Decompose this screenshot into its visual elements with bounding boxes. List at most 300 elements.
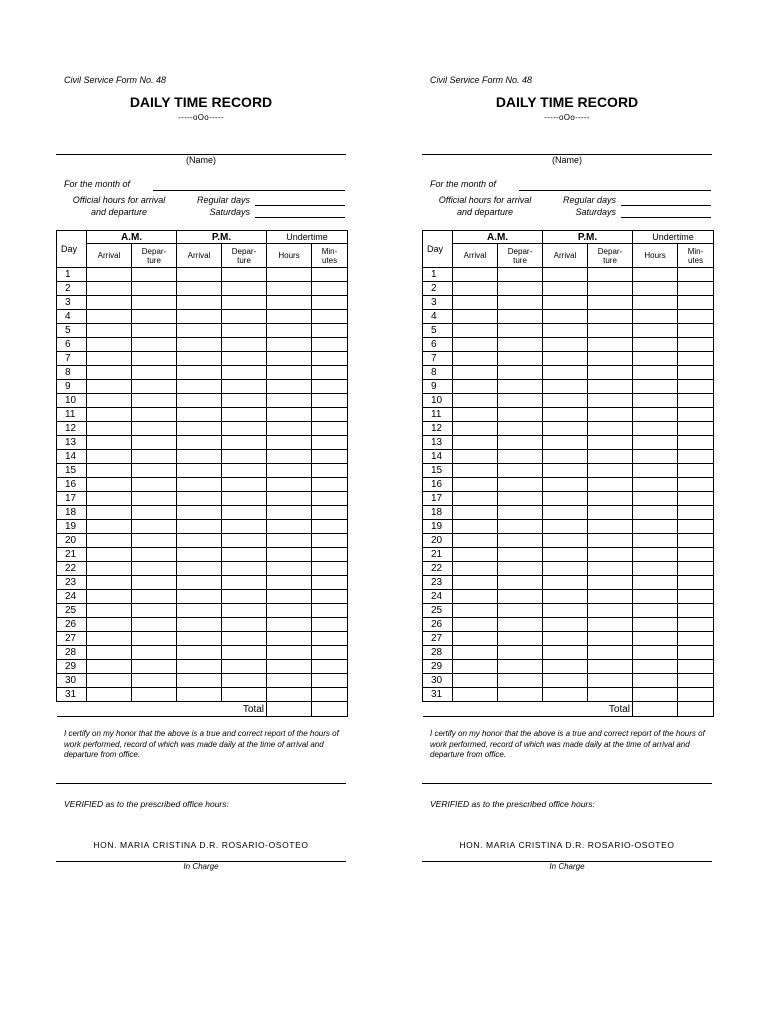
pm-arrival-cell[interactable] — [177, 324, 222, 338]
undertime-hours-cell[interactable] — [267, 646, 312, 660]
am-arrival-cell[interactable] — [87, 590, 132, 604]
pm-arrival-cell[interactable] — [177, 352, 222, 366]
am-arrival-cell[interactable] — [453, 464, 498, 478]
pm-departure-cell[interactable] — [588, 660, 633, 674]
pm-arrival-cell[interactable] — [543, 422, 588, 436]
undertime-minutes-cell[interactable] — [678, 338, 714, 352]
undertime-minutes-cell[interactable] — [678, 688, 714, 702]
pm-departure-cell[interactable] — [588, 590, 633, 604]
pm-departure-cell[interactable] — [588, 674, 633, 688]
undertime-minutes-cell[interactable] — [312, 604, 348, 618]
am-arrival-cell[interactable] — [453, 576, 498, 590]
undertime-minutes-cell[interactable] — [312, 464, 348, 478]
pm-departure-cell[interactable] — [222, 380, 267, 394]
total-hours-cell[interactable] — [267, 702, 312, 717]
pm-departure-cell[interactable] — [588, 646, 633, 660]
am-arrival-cell[interactable] — [453, 674, 498, 688]
pm-departure-cell[interactable] — [588, 506, 633, 520]
pm-departure-cell[interactable] — [222, 506, 267, 520]
pm-departure-cell[interactable] — [222, 604, 267, 618]
pm-arrival-cell[interactable] — [543, 464, 588, 478]
saturdays-field[interactable] — [255, 217, 345, 218]
undertime-minutes-cell[interactable] — [312, 478, 348, 492]
am-arrival-cell[interactable] — [87, 450, 132, 464]
pm-departure-cell[interactable] — [222, 674, 267, 688]
am-arrival-cell[interactable] — [87, 296, 132, 310]
am-departure-cell[interactable] — [132, 506, 177, 520]
pm-departure-cell[interactable] — [222, 492, 267, 506]
pm-arrival-cell[interactable] — [177, 436, 222, 450]
am-arrival-cell[interactable] — [453, 534, 498, 548]
pm-arrival-cell[interactable] — [177, 590, 222, 604]
pm-arrival-cell[interactable] — [543, 534, 588, 548]
am-departure-cell[interactable] — [132, 268, 177, 282]
pm-departure-cell[interactable] — [222, 394, 267, 408]
am-arrival-cell[interactable] — [453, 520, 498, 534]
pm-arrival-cell[interactable] — [177, 268, 222, 282]
undertime-minutes-cell[interactable] — [678, 282, 714, 296]
am-departure-cell[interactable] — [498, 282, 543, 296]
undertime-hours-cell[interactable] — [633, 422, 678, 436]
am-departure-cell[interactable] — [498, 310, 543, 324]
undertime-hours-cell[interactable] — [633, 282, 678, 296]
undertime-hours-cell[interactable] — [267, 282, 312, 296]
am-departure-cell[interactable] — [498, 296, 543, 310]
undertime-hours-cell[interactable] — [267, 422, 312, 436]
am-departure-cell[interactable] — [132, 604, 177, 618]
am-arrival-cell[interactable] — [87, 352, 132, 366]
pm-departure-cell[interactable] — [222, 632, 267, 646]
pm-arrival-cell[interactable] — [177, 408, 222, 422]
am-departure-cell[interactable] — [498, 422, 543, 436]
undertime-minutes-cell[interactable] — [312, 618, 348, 632]
pm-departure-cell[interactable] — [222, 646, 267, 660]
am-departure-cell[interactable] — [132, 618, 177, 632]
undertime-hours-cell[interactable] — [267, 548, 312, 562]
am-arrival-cell[interactable] — [87, 548, 132, 562]
pm-departure-cell[interactable] — [222, 422, 267, 436]
am-arrival-cell[interactable] — [87, 394, 132, 408]
am-departure-cell[interactable] — [498, 688, 543, 702]
pm-departure-cell[interactable] — [588, 464, 633, 478]
undertime-minutes-cell[interactable] — [678, 492, 714, 506]
pm-departure-cell[interactable] — [222, 576, 267, 590]
undertime-minutes-cell[interactable] — [678, 296, 714, 310]
pm-departure-cell[interactable] — [588, 352, 633, 366]
am-departure-cell[interactable] — [498, 604, 543, 618]
am-arrival-cell[interactable] — [453, 618, 498, 632]
pm-departure-cell[interactable] — [222, 282, 267, 296]
am-departure-cell[interactable] — [132, 632, 177, 646]
undertime-hours-cell[interactable] — [267, 380, 312, 394]
undertime-minutes-cell[interactable] — [312, 268, 348, 282]
pm-departure-cell[interactable] — [222, 296, 267, 310]
pm-departure-cell[interactable] — [222, 338, 267, 352]
undertime-hours-cell[interactable] — [633, 492, 678, 506]
am-arrival-cell[interactable] — [453, 562, 498, 576]
undertime-minutes-cell[interactable] — [678, 534, 714, 548]
am-arrival-cell[interactable] — [453, 548, 498, 562]
am-departure-cell[interactable] — [132, 674, 177, 688]
pm-arrival-cell[interactable] — [177, 506, 222, 520]
undertime-minutes-cell[interactable] — [678, 450, 714, 464]
undertime-hours-cell[interactable] — [267, 436, 312, 450]
am-arrival-cell[interactable] — [453, 408, 498, 422]
undertime-hours-cell[interactable] — [633, 380, 678, 394]
pm-arrival-cell[interactable] — [177, 604, 222, 618]
pm-arrival-cell[interactable] — [177, 464, 222, 478]
undertime-minutes-cell[interactable] — [678, 422, 714, 436]
undertime-hours-cell[interactable] — [633, 534, 678, 548]
undertime-hours-cell[interactable] — [267, 660, 312, 674]
undertime-minutes-cell[interactable] — [678, 562, 714, 576]
am-departure-cell[interactable] — [132, 408, 177, 422]
pm-arrival-cell[interactable] — [543, 268, 588, 282]
pm-departure-cell[interactable] — [222, 688, 267, 702]
undertime-minutes-cell[interactable] — [678, 478, 714, 492]
undertime-hours-cell[interactable] — [267, 464, 312, 478]
pm-arrival-cell[interactable] — [543, 618, 588, 632]
undertime-minutes-cell[interactable] — [678, 352, 714, 366]
am-departure-cell[interactable] — [498, 632, 543, 646]
pm-departure-cell[interactable] — [222, 268, 267, 282]
pm-arrival-cell[interactable] — [177, 548, 222, 562]
undertime-hours-cell[interactable] — [267, 324, 312, 338]
undertime-hours-cell[interactable] — [633, 506, 678, 520]
pm-arrival-cell[interactable] — [543, 380, 588, 394]
am-arrival-cell[interactable] — [453, 436, 498, 450]
undertime-hours-cell[interactable] — [633, 520, 678, 534]
undertime-minutes-cell[interactable] — [312, 366, 348, 380]
am-arrival-cell[interactable] — [453, 492, 498, 506]
undertime-hours-cell[interactable] — [633, 338, 678, 352]
pm-arrival-cell[interactable] — [177, 562, 222, 576]
undertime-minutes-cell[interactable] — [678, 324, 714, 338]
pm-arrival-cell[interactable] — [177, 660, 222, 674]
pm-departure-cell[interactable] — [588, 520, 633, 534]
am-arrival-cell[interactable] — [87, 660, 132, 674]
undertime-hours-cell[interactable] — [267, 492, 312, 506]
pm-departure-cell[interactable] — [588, 632, 633, 646]
pm-departure-cell[interactable] — [588, 380, 633, 394]
total-minutes-cell[interactable] — [678, 702, 714, 717]
am-arrival-cell[interactable] — [87, 646, 132, 660]
pm-departure-cell[interactable] — [588, 688, 633, 702]
undertime-minutes-cell[interactable] — [678, 464, 714, 478]
undertime-minutes-cell[interactable] — [678, 394, 714, 408]
pm-departure-cell[interactable] — [588, 618, 633, 632]
pm-arrival-cell[interactable] — [543, 478, 588, 492]
pm-arrival-cell[interactable] — [543, 520, 588, 534]
am-arrival-cell[interactable] — [87, 604, 132, 618]
pm-arrival-cell[interactable] — [177, 478, 222, 492]
undertime-minutes-cell[interactable] — [312, 646, 348, 660]
pm-departure-cell[interactable] — [222, 450, 267, 464]
undertime-minutes-cell[interactable] — [312, 660, 348, 674]
pm-departure-cell[interactable] — [588, 394, 633, 408]
undertime-minutes-cell[interactable] — [312, 352, 348, 366]
pm-arrival-cell[interactable] — [543, 282, 588, 296]
am-arrival-cell[interactable] — [87, 408, 132, 422]
pm-departure-cell[interactable] — [222, 548, 267, 562]
pm-arrival-cell[interactable] — [177, 310, 222, 324]
undertime-minutes-cell[interactable] — [312, 548, 348, 562]
am-departure-cell[interactable] — [132, 450, 177, 464]
am-departure-cell[interactable] — [132, 590, 177, 604]
am-departure-cell[interactable] — [498, 450, 543, 464]
pm-arrival-cell[interactable] — [177, 422, 222, 436]
undertime-hours-cell[interactable] — [633, 310, 678, 324]
undertime-minutes-cell[interactable] — [678, 366, 714, 380]
undertime-hours-cell[interactable] — [633, 562, 678, 576]
pm-departure-cell[interactable] — [588, 366, 633, 380]
undertime-hours-cell[interactable] — [633, 296, 678, 310]
pm-arrival-cell[interactable] — [543, 646, 588, 660]
am-departure-cell[interactable] — [498, 324, 543, 338]
pm-departure-cell[interactable] — [222, 534, 267, 548]
am-departure-cell[interactable] — [132, 394, 177, 408]
am-departure-cell[interactable] — [132, 646, 177, 660]
total-minutes-cell[interactable] — [312, 702, 348, 717]
undertime-minutes-cell[interactable] — [312, 296, 348, 310]
pm-departure-cell[interactable] — [222, 408, 267, 422]
undertime-minutes-cell[interactable] — [312, 450, 348, 464]
pm-arrival-cell[interactable] — [177, 394, 222, 408]
pm-departure-cell[interactable] — [588, 422, 633, 436]
am-arrival-cell[interactable] — [453, 296, 498, 310]
undertime-minutes-cell[interactable] — [312, 534, 348, 548]
am-arrival-cell[interactable] — [453, 506, 498, 520]
am-arrival-cell[interactable] — [87, 520, 132, 534]
am-arrival-cell[interactable] — [87, 632, 132, 646]
pm-departure-cell[interactable] — [588, 478, 633, 492]
month-field[interactable] — [519, 190, 711, 191]
am-arrival-cell[interactable] — [87, 688, 132, 702]
undertime-minutes-cell[interactable] — [678, 576, 714, 590]
undertime-hours-cell[interactable] — [267, 338, 312, 352]
pm-arrival-cell[interactable] — [543, 436, 588, 450]
am-arrival-cell[interactable] — [453, 450, 498, 464]
pm-arrival-cell[interactable] — [543, 296, 588, 310]
undertime-minutes-cell[interactable] — [678, 380, 714, 394]
am-departure-cell[interactable] — [132, 366, 177, 380]
am-arrival-cell[interactable] — [87, 436, 132, 450]
pm-departure-cell[interactable] — [588, 436, 633, 450]
am-departure-cell[interactable] — [132, 310, 177, 324]
am-departure-cell[interactable] — [132, 296, 177, 310]
undertime-hours-cell[interactable] — [633, 366, 678, 380]
undertime-minutes-cell[interactable] — [678, 520, 714, 534]
am-departure-cell[interactable] — [498, 590, 543, 604]
am-departure-cell[interactable] — [132, 436, 177, 450]
pm-departure-cell[interactable] — [222, 310, 267, 324]
pm-arrival-cell[interactable] — [543, 548, 588, 562]
pm-departure-cell[interactable] — [222, 618, 267, 632]
pm-departure-cell[interactable] — [222, 590, 267, 604]
pm-arrival-cell[interactable] — [543, 408, 588, 422]
undertime-hours-cell[interactable] — [267, 408, 312, 422]
pm-departure-cell[interactable] — [588, 324, 633, 338]
pm-departure-cell[interactable] — [588, 310, 633, 324]
undertime-hours-cell[interactable] — [633, 646, 678, 660]
undertime-minutes-cell[interactable] — [678, 408, 714, 422]
am-arrival-cell[interactable] — [87, 310, 132, 324]
am-arrival-cell[interactable] — [87, 422, 132, 436]
am-departure-cell[interactable] — [498, 506, 543, 520]
pm-departure-cell[interactable] — [588, 576, 633, 590]
undertime-minutes-cell[interactable] — [678, 590, 714, 604]
am-departure-cell[interactable] — [498, 464, 543, 478]
pm-departure-cell[interactable] — [588, 548, 633, 562]
am-departure-cell[interactable] — [498, 660, 543, 674]
am-arrival-cell[interactable] — [87, 618, 132, 632]
undertime-hours-cell[interactable] — [267, 268, 312, 282]
pm-departure-cell[interactable] — [588, 604, 633, 618]
pm-departure-cell[interactable] — [222, 436, 267, 450]
am-arrival-cell[interactable] — [87, 268, 132, 282]
am-departure-cell[interactable] — [132, 422, 177, 436]
employee-signature-line[interactable] — [56, 783, 346, 784]
pm-arrival-cell[interactable] — [177, 380, 222, 394]
pm-arrival-cell[interactable] — [543, 590, 588, 604]
undertime-minutes-cell[interactable] — [678, 436, 714, 450]
am-arrival-cell[interactable] — [453, 688, 498, 702]
am-departure-cell[interactable] — [132, 660, 177, 674]
am-arrival-cell[interactable] — [87, 562, 132, 576]
pm-arrival-cell[interactable] — [177, 646, 222, 660]
undertime-minutes-cell[interactable] — [312, 688, 348, 702]
pm-arrival-cell[interactable] — [543, 492, 588, 506]
undertime-minutes-cell[interactable] — [312, 282, 348, 296]
pm-departure-cell[interactable] — [222, 366, 267, 380]
undertime-minutes-cell[interactable] — [678, 618, 714, 632]
am-arrival-cell[interactable] — [453, 632, 498, 646]
pm-departure-cell[interactable] — [588, 450, 633, 464]
pm-departure-cell[interactable] — [222, 660, 267, 674]
undertime-hours-cell[interactable] — [267, 576, 312, 590]
pm-arrival-cell[interactable] — [177, 450, 222, 464]
pm-arrival-cell[interactable] — [177, 338, 222, 352]
am-departure-cell[interactable] — [132, 282, 177, 296]
undertime-hours-cell[interactable] — [633, 436, 678, 450]
am-departure-cell[interactable] — [132, 576, 177, 590]
undertime-minutes-cell[interactable] — [678, 604, 714, 618]
am-departure-cell[interactable] — [498, 380, 543, 394]
am-arrival-cell[interactable] — [453, 604, 498, 618]
am-departure-cell[interactable] — [132, 548, 177, 562]
am-departure-cell[interactable] — [132, 562, 177, 576]
undertime-minutes-cell[interactable] — [678, 632, 714, 646]
am-arrival-cell[interactable] — [453, 590, 498, 604]
pm-arrival-cell[interactable] — [543, 338, 588, 352]
pm-arrival-cell[interactable] — [543, 506, 588, 520]
undertime-hours-cell[interactable] — [267, 590, 312, 604]
am-departure-cell[interactable] — [132, 520, 177, 534]
undertime-minutes-cell[interactable] — [312, 562, 348, 576]
pm-arrival-cell[interactable] — [543, 604, 588, 618]
am-arrival-cell[interactable] — [87, 282, 132, 296]
saturdays-field[interactable] — [621, 217, 711, 218]
pm-arrival-cell[interactable] — [177, 492, 222, 506]
am-departure-cell[interactable] — [498, 492, 543, 506]
am-departure-cell[interactable] — [132, 478, 177, 492]
am-arrival-cell[interactable] — [87, 674, 132, 688]
undertime-hours-cell[interactable] — [267, 310, 312, 324]
undertime-minutes-cell[interactable] — [678, 646, 714, 660]
undertime-hours-cell[interactable] — [633, 450, 678, 464]
am-departure-cell[interactable] — [132, 324, 177, 338]
undertime-minutes-cell[interactable] — [312, 310, 348, 324]
am-arrival-cell[interactable] — [453, 660, 498, 674]
am-departure-cell[interactable] — [498, 352, 543, 366]
undertime-hours-cell[interactable] — [267, 604, 312, 618]
pm-arrival-cell[interactable] — [543, 688, 588, 702]
employee-signature-line[interactable] — [422, 783, 712, 784]
pm-arrival-cell[interactable] — [543, 674, 588, 688]
am-departure-cell[interactable] — [498, 268, 543, 282]
undertime-hours-cell[interactable] — [633, 324, 678, 338]
am-departure-cell[interactable] — [132, 338, 177, 352]
pm-arrival-cell[interactable] — [177, 618, 222, 632]
pm-arrival-cell[interactable] — [177, 688, 222, 702]
am-departure-cell[interactable] — [498, 576, 543, 590]
pm-arrival-cell[interactable] — [177, 296, 222, 310]
pm-departure-cell[interactable] — [222, 324, 267, 338]
undertime-minutes-cell[interactable] — [312, 506, 348, 520]
undertime-minutes-cell[interactable] — [312, 576, 348, 590]
am-departure-cell[interactable] — [498, 408, 543, 422]
undertime-minutes-cell[interactable] — [312, 394, 348, 408]
undertime-hours-cell[interactable] — [267, 352, 312, 366]
am-arrival-cell[interactable] — [453, 282, 498, 296]
undertime-hours-cell[interactable] — [267, 674, 312, 688]
am-arrival-cell[interactable] — [87, 366, 132, 380]
am-departure-cell[interactable] — [132, 464, 177, 478]
undertime-hours-cell[interactable] — [633, 632, 678, 646]
undertime-minutes-cell[interactable] — [312, 674, 348, 688]
am-departure-cell[interactable] — [498, 394, 543, 408]
pm-arrival-cell[interactable] — [543, 660, 588, 674]
undertime-hours-cell[interactable] — [633, 604, 678, 618]
am-departure-cell[interactable] — [498, 548, 543, 562]
pm-departure-cell[interactable] — [588, 282, 633, 296]
pm-arrival-cell[interactable] — [543, 352, 588, 366]
pm-departure-cell[interactable] — [588, 338, 633, 352]
undertime-hours-cell[interactable] — [267, 632, 312, 646]
am-departure-cell[interactable] — [498, 618, 543, 632]
undertime-hours-cell[interactable] — [267, 562, 312, 576]
undertime-hours-cell[interactable] — [633, 408, 678, 422]
pm-arrival-cell[interactable] — [543, 562, 588, 576]
am-departure-cell[interactable] — [498, 534, 543, 548]
am-departure-cell[interactable] — [132, 352, 177, 366]
undertime-hours-cell[interactable] — [633, 660, 678, 674]
pm-departure-cell[interactable] — [222, 464, 267, 478]
pm-arrival-cell[interactable] — [177, 520, 222, 534]
undertime-hours-cell[interactable] — [267, 394, 312, 408]
month-field[interactable] — [153, 190, 345, 191]
pm-departure-cell[interactable] — [222, 352, 267, 366]
undertime-minutes-cell[interactable] — [312, 492, 348, 506]
undertime-hours-cell[interactable] — [267, 618, 312, 632]
pm-arrival-cell[interactable] — [543, 394, 588, 408]
undertime-minutes-cell[interactable] — [678, 506, 714, 520]
undertime-hours-cell[interactable] — [267, 506, 312, 520]
undertime-minutes-cell[interactable] — [312, 632, 348, 646]
am-arrival-cell[interactable] — [453, 646, 498, 660]
pm-arrival-cell[interactable] — [177, 534, 222, 548]
undertime-hours-cell[interactable] — [633, 464, 678, 478]
